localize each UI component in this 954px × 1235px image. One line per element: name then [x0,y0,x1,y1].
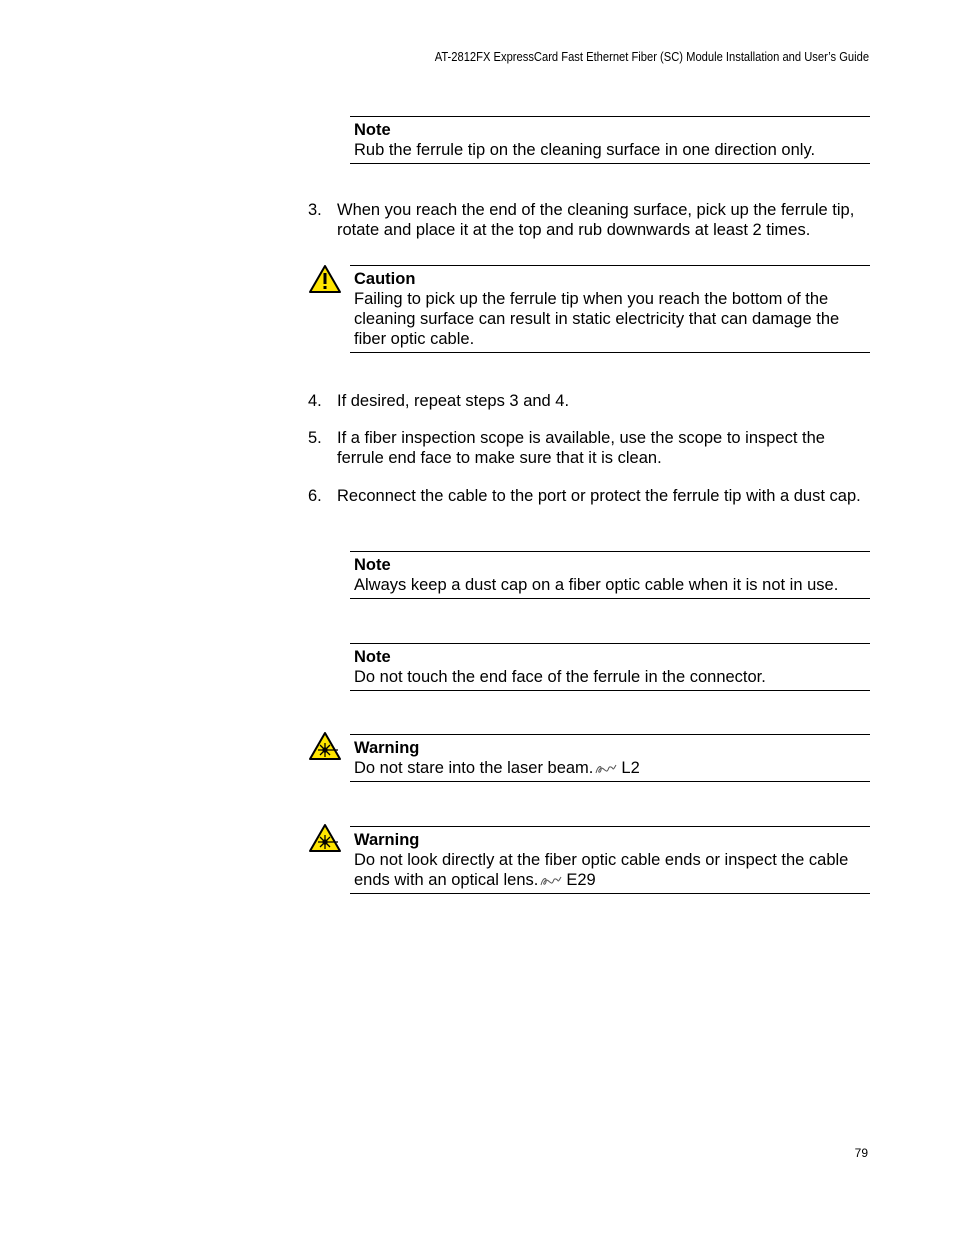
warning-title: Warning [354,739,420,757]
warning-box-optical-lens [350,826,870,894]
step-3 [308,200,873,240]
warning-box-laser-beam [350,734,870,782]
step-number: 4. [308,392,322,410]
warning-text: Do not look directly at the fiber optic cable ends or inspect the cable ends with an optical lens. [354,851,849,889]
note-title: Note [354,121,391,139]
step-text: Reconnect the cable to the port or protect the ferrule tip with a dust cap. [337,487,861,505]
step-number: 5. [308,429,322,447]
step-6 [308,486,873,506]
caution-body: Failing to pick up the ferrule tip when you reach the bottom of the cleaning surface can result in static electricity that can damage the fiber optic cable. [354,290,840,348]
warning-body [354,850,870,890]
caution-box [350,265,870,353]
step-text: If desired, repeat steps 3 and 4. [337,392,570,410]
translation-reference-icon [595,763,617,775]
warning-title: Warning [354,831,420,849]
note-body: Rub the ferrule tip on the cleaning surface in one direction only. [354,141,816,159]
step-4 [308,391,873,411]
page-number: 79 [854,1146,868,1160]
step-5 [308,428,873,468]
running-header: AT-2812FX ExpressCard Fast Ethernet Fiber (SC) Module Installation and User’s Guide [434,49,869,64]
note-body: Do not touch the end face of the ferrule in the connector. [354,668,766,686]
note-title: Note [354,648,391,666]
warning-text: Do not stare into the laser beam. [354,759,594,777]
caution-title: Caution [354,270,416,288]
step-number: 3. [308,201,322,219]
step-number: 6. [308,487,322,505]
laser-warning-icon [308,823,342,853]
warning-reference-code: E29 [566,871,596,889]
step-text: If a fiber inspection scope is available, use the scope to inspect the ferrule end face to make sure that it is clean. [337,429,825,467]
warning-reference-code: L2 [621,759,640,777]
note-box-end-face [350,643,870,691]
note-body: Always keep a dust cap on a fiber optic cable when it is not in use. [354,576,839,594]
translation-reference-icon [540,875,562,887]
note-box-dust-cap [350,551,870,599]
laser-warning-icon [308,731,342,761]
warning-body [354,758,870,778]
note-box-rub-direction [350,116,870,164]
step-text: When you reach the end of the cleaning surface, pick up the ferrule tip, rotate and place it at the top and rub downwards at least 2 times. [337,201,855,239]
note-title: Note [354,556,391,574]
caution-triangle-icon [308,264,342,294]
